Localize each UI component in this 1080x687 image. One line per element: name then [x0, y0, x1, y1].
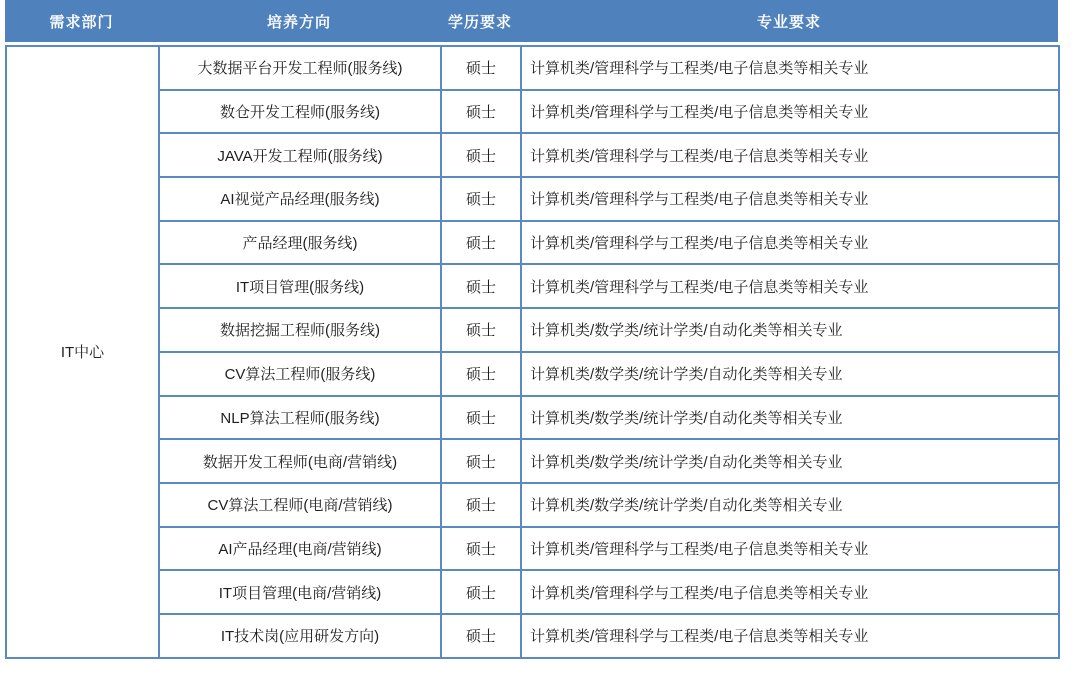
- table-row: [6, 439, 1059, 483]
- table-row: [6, 396, 1059, 440]
- cell-education: 硕士: [441, 614, 521, 658]
- cell-education: 硕士: [441, 221, 521, 265]
- table-row: [6, 133, 1059, 177]
- cell-major: 计算机类/管理科学与工程类/电子信息类等相关专业: [521, 527, 1059, 571]
- cell-major: 计算机类/数学类/统计学类/自动化类等相关专业: [521, 308, 1059, 352]
- cell-direction: 数据挖掘工程师(服务线): [159, 308, 441, 352]
- cell-direction: 产品经理(服务线): [159, 221, 441, 265]
- cell-direction: CV算法工程师(电商/营销线): [159, 483, 441, 527]
- table-row: [6, 352, 1059, 396]
- cell-direction: 数据开发工程师(电商/营销线): [159, 439, 441, 483]
- table-row: [6, 483, 1059, 527]
- cell-major: 计算机类/数学类/统计学类/自动化类等相关专业: [521, 352, 1059, 396]
- cell-direction: 数仓开发工程师(服务线): [159, 90, 441, 134]
- cell-direction: CV算法工程师(服务线): [159, 352, 441, 396]
- table-header-row: [5, 0, 1058, 42]
- cell-direction: NLP算法工程师(服务线): [159, 396, 441, 440]
- cell-education: 硕士: [441, 570, 521, 614]
- cell-education: 硕士: [441, 352, 521, 396]
- cell-education: 硕士: [441, 483, 521, 527]
- cell-direction: IT技术岗(应用研发方向): [159, 614, 441, 658]
- cell-education: 硕士: [441, 90, 521, 134]
- cell-major: 计算机类/管理科学与工程类/电子信息类等相关专业: [521, 570, 1059, 614]
- table-row: [6, 527, 1059, 571]
- recruitment-table: [5, 0, 1058, 659]
- column-header-major: 专业要求: [756, 13, 821, 31]
- table-row: [6, 614, 1059, 658]
- table-row: [6, 570, 1059, 614]
- cell-major: 计算机类/管理科学与工程类/电子信息类等相关专业: [521, 90, 1059, 134]
- cell-major: 计算机类/管理科学与工程类/电子信息类等相关专业: [521, 614, 1059, 658]
- cell-direction: JAVA开发工程师(服务线): [159, 133, 441, 177]
- cell-direction: IT项目管理(服务线): [159, 264, 441, 308]
- cell-education: 硕士: [441, 177, 521, 221]
- cell-direction: AI产品经理(电商/营销线): [159, 527, 441, 571]
- cell-education: 硕士: [441, 439, 521, 483]
- cell-major: 计算机类/管理科学与工程类/电子信息类等相关专业: [521, 221, 1059, 265]
- column-header-direction: 培养方向: [266, 13, 331, 31]
- table-row: [6, 308, 1059, 352]
- column-header-education: 学历要求: [447, 13, 512, 31]
- cell-education: 硕士: [441, 46, 521, 90]
- cell-major: 计算机类/数学类/统计学类/自动化类等相关专业: [521, 439, 1059, 483]
- cell-direction: IT项目管理(电商/营销线): [159, 570, 441, 614]
- cell-major: 计算机类/管理科学与工程类/电子信息类等相关专业: [521, 133, 1059, 177]
- table-row: [6, 177, 1059, 221]
- cell-direction: 大数据平台开发工程师(服务线): [159, 46, 441, 90]
- table-row: [6, 90, 1059, 134]
- cell-major: 计算机类/数学类/统计学类/自动化类等相关专业: [521, 483, 1059, 527]
- table-row: [6, 264, 1059, 308]
- cell-department-merged: IT中心: [6, 46, 159, 658]
- cell-major: 计算机类/管理科学与工程类/电子信息类等相关专业: [521, 46, 1059, 90]
- cell-education: 硕士: [441, 396, 521, 440]
- cell-major: 计算机类/管理科学与工程类/电子信息类等相关专业: [521, 177, 1059, 221]
- table-row: [6, 46, 1059, 90]
- cell-education: 硕士: [441, 133, 521, 177]
- cell-education: 硕士: [441, 527, 521, 571]
- table-body: [5, 45, 1060, 659]
- cell-education: 硕士: [441, 308, 521, 352]
- cell-major: 计算机类/数学类/统计学类/自动化类等相关专业: [521, 396, 1059, 440]
- cell-major: 计算机类/管理科学与工程类/电子信息类等相关专业: [521, 264, 1059, 308]
- column-header-department: 需求部门: [49, 13, 114, 31]
- cell-direction: AI视觉产品经理(服务线): [159, 177, 441, 221]
- cell-education: 硕士: [441, 264, 521, 308]
- table-row: [6, 221, 1059, 265]
